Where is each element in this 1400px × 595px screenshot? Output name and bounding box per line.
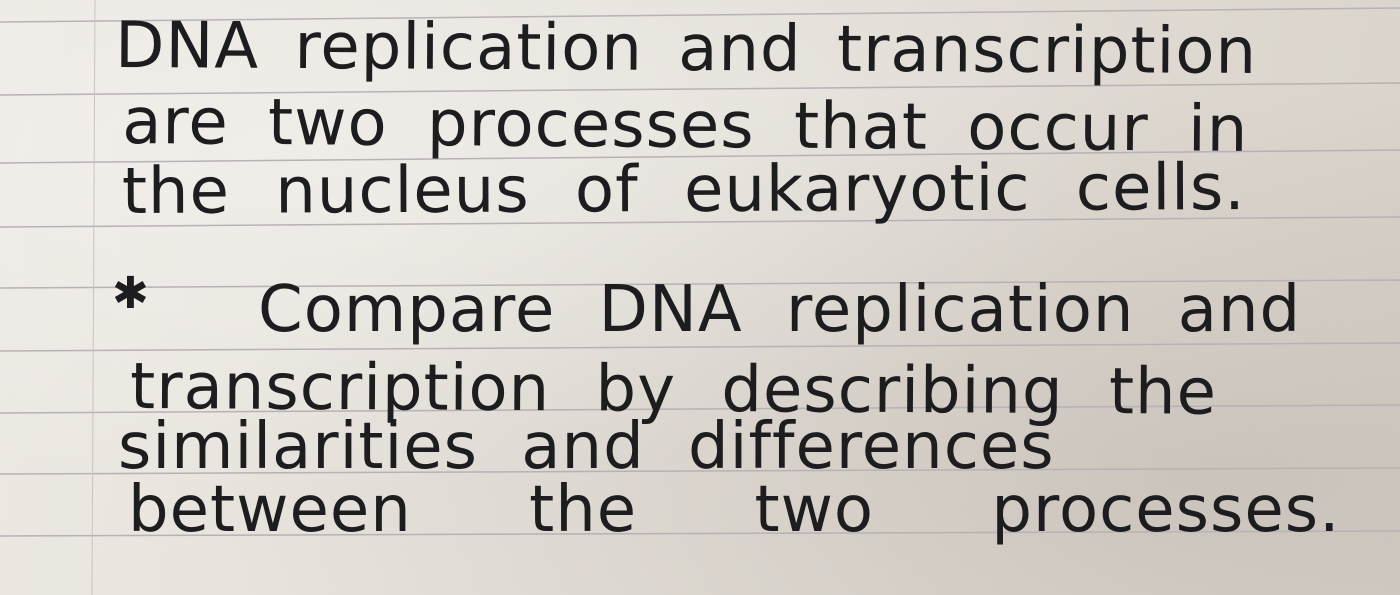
question-line-1: Compare DNA replication and	[258, 273, 1302, 347]
handwritten-line-2: are two processes that occur in	[121, 85, 1249, 167]
handwritten-line-1: DNA replication and transcription	[114, 9, 1258, 89]
question-line-3: similarities and differences	[118, 410, 1055, 484]
question-line-2: transcription by describing the	[129, 350, 1218, 430]
margin-line	[92, 0, 95, 595]
question-line-4: between the two processes.	[128, 473, 1341, 547]
handwritten-line-3: the nucleus of eukaryotic cells.	[121, 151, 1246, 229]
asterisk-bullet-icon: ✱	[112, 268, 149, 319]
